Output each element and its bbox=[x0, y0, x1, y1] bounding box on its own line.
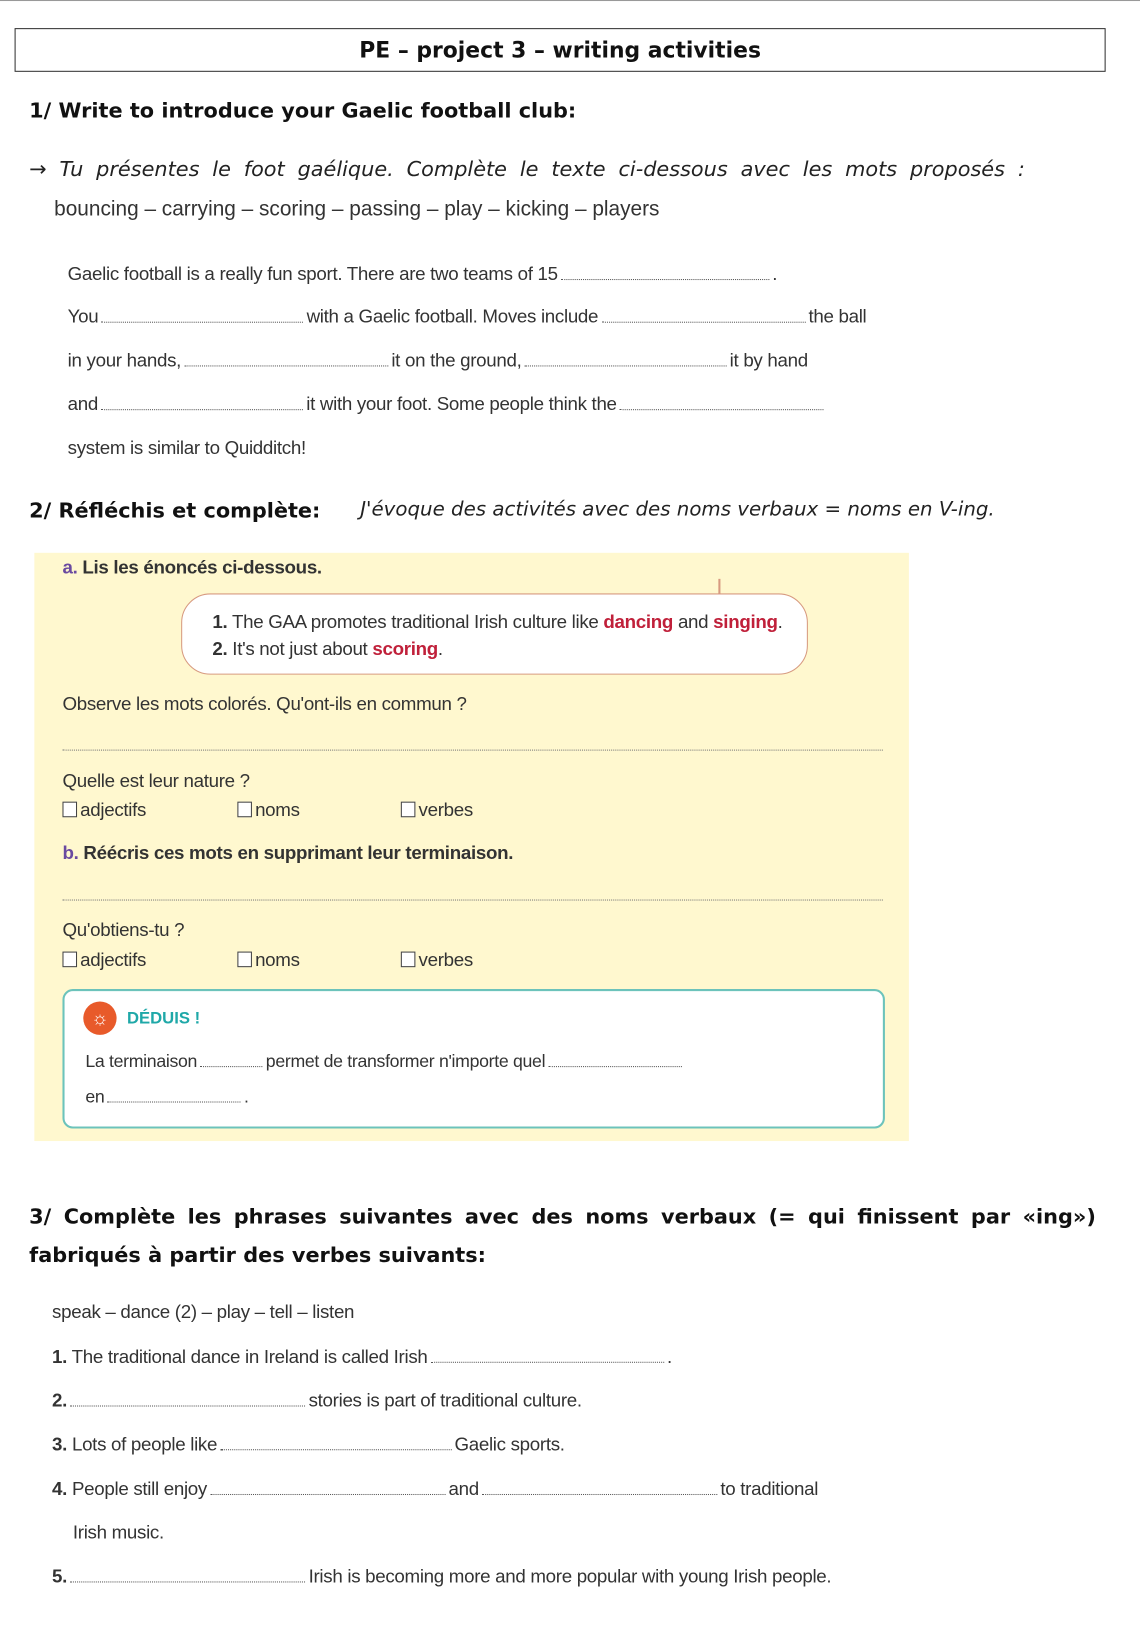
nature-question: Quelle est leur nature ? bbox=[62, 770, 250, 792]
label: noms bbox=[255, 799, 300, 821]
text: Lis les énoncés ci-dessous. bbox=[82, 556, 322, 578]
num: 1. bbox=[212, 611, 228, 632]
checkbox[interactable] bbox=[237, 952, 252, 968]
bubble-sentence-1 bbox=[212, 611, 782, 633]
question-5 bbox=[52, 1566, 831, 1588]
text: Gaelic football is a really fun sport. There are two teams of 15 bbox=[67, 263, 558, 285]
checkbox-adjectifs[interactable] bbox=[62, 800, 146, 822]
section2-subtitle: J'évoque des activités avec des noms verbaux = noms en V-ing. bbox=[360, 497, 995, 521]
text: . bbox=[243, 1086, 249, 1107]
text-line-5: system is similar to Quidditch! bbox=[67, 437, 306, 459]
lightbulb-icon: ☼ bbox=[83, 1002, 116, 1035]
checkbox[interactable] bbox=[62, 802, 77, 818]
text: en bbox=[85, 1086, 105, 1107]
text: with a Gaelic football. Moves include bbox=[306, 306, 599, 327]
deduis-line-2 bbox=[85, 1087, 248, 1108]
text: Lots of people like bbox=[71, 1433, 218, 1455]
text: Réécris ces mots en supprimant leur terminaison. bbox=[83, 842, 514, 864]
text: in your hands, bbox=[67, 349, 182, 371]
text: stories is part of traditional culture. bbox=[308, 1389, 582, 1411]
text-line-2 bbox=[68, 306, 867, 328]
checkbox[interactable] bbox=[237, 802, 252, 818]
checkbox-verbes[interactable] bbox=[401, 800, 473, 822]
label: adjectifs bbox=[80, 799, 147, 821]
section2-heading: 2/ Réfléchis et complète: bbox=[29, 497, 321, 523]
question-4 bbox=[52, 1478, 818, 1500]
num: 3. bbox=[52, 1433, 68, 1455]
blank[interactable] bbox=[525, 351, 727, 367]
text: to traditional bbox=[720, 1478, 819, 1500]
num: 2. bbox=[212, 638, 228, 660]
blank[interactable] bbox=[601, 307, 805, 323]
answer-line[interactable] bbox=[62, 900, 882, 901]
blank[interactable] bbox=[200, 1052, 262, 1068]
checkbox[interactable] bbox=[62, 952, 77, 968]
text: the ball bbox=[808, 306, 867, 327]
question-3 bbox=[52, 1434, 565, 1456]
deduis-title: DÉDUIS ! bbox=[127, 1009, 201, 1028]
section1-instruction: → Tu présentes le foot gaélique. Complète le texte ci-dessous avec les mots proposés : bbox=[29, 156, 1025, 182]
verb-list: speak – dance (2) – play – tell – listen bbox=[52, 1301, 355, 1323]
section1-heading: 1/ Write to introduce your Gaelic football club: bbox=[29, 97, 577, 123]
checkbox-verbes-2[interactable] bbox=[401, 949, 473, 971]
text: . bbox=[437, 638, 443, 660]
text-line-1 bbox=[68, 263, 777, 285]
label: adjectifs bbox=[80, 949, 147, 971]
text: it on the ground, bbox=[391, 349, 522, 371]
text: and bbox=[448, 1478, 479, 1500]
letter: a. bbox=[62, 556, 78, 578]
blank[interactable] bbox=[70, 1567, 305, 1583]
blank[interactable] bbox=[101, 307, 303, 323]
bubble-sentence-2 bbox=[212, 638, 442, 660]
text: . bbox=[666, 1346, 672, 1367]
blank[interactable] bbox=[431, 1347, 664, 1363]
section3-heading-1: 3/ Complète les phrases suivantes avec des noms verbaux (= qui finissent par «ing») bbox=[29, 1203, 1096, 1229]
question-4-cont: Irish music. bbox=[72, 1522, 164, 1543]
section3-heading-2: fabriqués à partir des verbes suivants: bbox=[29, 1242, 486, 1268]
deduis-line-1 bbox=[85, 1052, 684, 1073]
checkbox[interactable] bbox=[401, 952, 416, 968]
question-2 bbox=[52, 1390, 582, 1412]
text: it with your foot. Some people think the bbox=[306, 393, 617, 415]
blank[interactable] bbox=[108, 1087, 241, 1103]
page-title: PE – project 3 – writing activities bbox=[15, 28, 1106, 72]
part-a-label bbox=[62, 557, 321, 579]
highlight: singing bbox=[713, 611, 778, 632]
text: You bbox=[67, 306, 99, 327]
blank[interactable] bbox=[70, 1391, 305, 1407]
blank[interactable] bbox=[220, 1435, 451, 1451]
label: verbes bbox=[418, 949, 473, 971]
blank[interactable] bbox=[184, 351, 388, 367]
word-bank: bouncing – carrying – scoring – passing – play – kicking – players bbox=[54, 197, 660, 221]
text: permet de transformer n'importe quel bbox=[265, 1051, 546, 1072]
text: People still enjoy bbox=[71, 1478, 207, 1500]
text: . bbox=[777, 611, 783, 632]
blank[interactable] bbox=[548, 1052, 681, 1068]
num: 2. bbox=[52, 1389, 68, 1411]
text: La terminaison bbox=[85, 1051, 198, 1072]
observe-question: Observe les mots colorés. Qu'ont-ils en commun ? bbox=[62, 693, 467, 715]
text: It's not just about bbox=[232, 638, 368, 660]
text: The GAA promotes traditional Irish culture like bbox=[231, 611, 599, 632]
blank[interactable] bbox=[482, 1479, 717, 1495]
top-rule bbox=[0, 0, 1140, 1]
text: Irish is becoming more and more popular with young Irish people. bbox=[308, 1565, 832, 1587]
text: Gaelic sports. bbox=[454, 1433, 565, 1455]
text: The traditional dance in Ireland is called Irish bbox=[71, 1346, 428, 1367]
letter: b. bbox=[62, 842, 79, 864]
text-line-4 bbox=[68, 394, 827, 416]
num: 4. bbox=[52, 1478, 68, 1500]
blank[interactable] bbox=[561, 264, 769, 280]
checkbox-noms[interactable] bbox=[237, 800, 299, 822]
checkbox-noms-2[interactable] bbox=[237, 949, 299, 971]
text-line-3 bbox=[68, 350, 808, 372]
label: noms bbox=[255, 949, 300, 971]
blank[interactable] bbox=[101, 395, 303, 411]
label: verbes bbox=[418, 799, 473, 821]
question-1 bbox=[52, 1346, 672, 1368]
speech-bubble bbox=[181, 593, 808, 674]
num: 1. bbox=[52, 1346, 68, 1367]
answer-line[interactable] bbox=[62, 750, 882, 751]
obtiens-question: Qu'obtiens-tu ? bbox=[62, 919, 185, 941]
checkbox[interactable] bbox=[401, 802, 416, 818]
checkbox-adjectifs-2[interactable] bbox=[62, 949, 146, 971]
part-b-label bbox=[62, 842, 513, 864]
text: it by hand bbox=[729, 349, 808, 371]
highlight: dancing bbox=[603, 611, 674, 632]
text: and bbox=[67, 393, 99, 415]
num: 5. bbox=[52, 1565, 68, 1587]
blank[interactable] bbox=[620, 395, 824, 411]
text: . bbox=[772, 263, 778, 285]
highlight: scoring bbox=[372, 638, 438, 660]
text: and bbox=[677, 611, 709, 632]
blank[interactable] bbox=[210, 1479, 445, 1495]
